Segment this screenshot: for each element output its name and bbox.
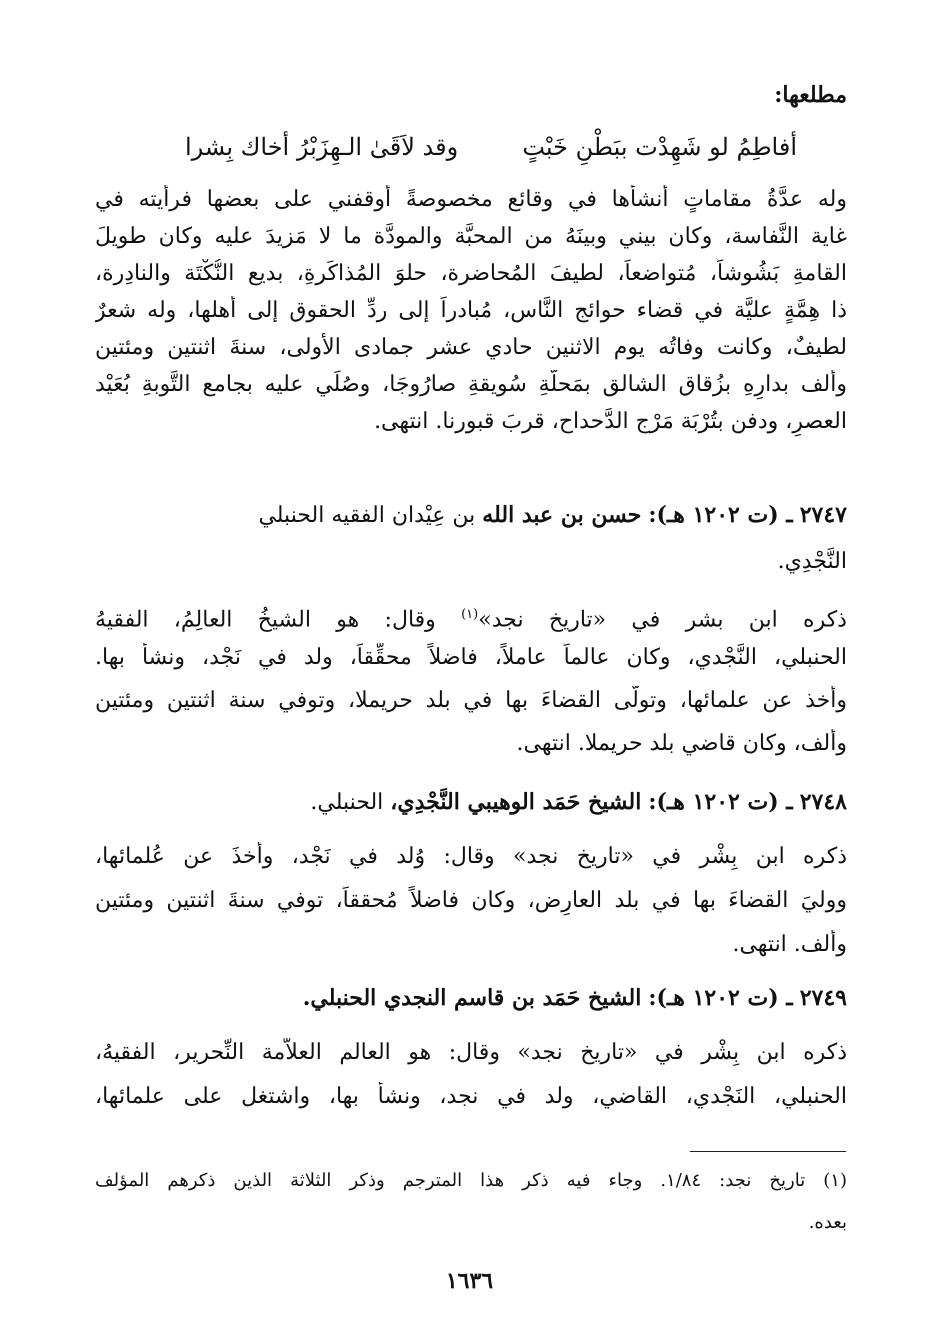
text-line: وأخذ عن علمائها، وتولَّى القضاءَ بها في بلد حريملا، وتوفي سنة اثنتين ومئتين: [95, 688, 847, 713]
text-line: وله عدَّةُ مقاماتٍ أنشأها في وقائع مخصوصةً أوقفني على بعضها فرأيته في: [95, 187, 847, 212]
text-line: العصرِ، ودفن بتُرْبَة مَرْج الدَّحداح، قربَ قبورنا. انتهى.: [374, 409, 847, 434]
footnote-divider: [690, 1151, 846, 1152]
text-line: القامةِ بَشُوشاً، مُتواضعاً، لطيفَ المُحاضرة، حلوَ المُذاكَرةِ، بديع النُّكْتَة والنادِرة،: [95, 261, 847, 286]
text-line: وألف، وكان قاضي بلد حريملا. انتهى.: [516, 731, 847, 756]
text-line: لطيفٌ، وكانت وفاتُه يوم الاثنين حادي عشر جمادى الأولى، سنةَ اثنتين ومئتين: [95, 335, 847, 360]
entry-number: ٢٧٤٧: [799, 502, 847, 528]
text-line: غاية النَّفاسة، وكان بيني وبينَهُ من المحبَّة والمودَّة ما لا مَزيدَ عليه وكان طويلَ: [95, 224, 847, 249]
entry-name: الشيخ حَمَد بن قاسم النجدي الحنبلي.: [302, 985, 642, 1011]
poem-verse: [95, 130, 847, 164]
text-line: ذكره ابن بشر في «تاريخ نجد»$^{(١)}$ وقال: هو الشيخُ العالِمُ، الفقيهُ: [95, 607, 847, 633]
footnote-line: بعده.: [808, 1212, 847, 1233]
text-line: وألف بدارِهِ بزُقاق الشالق بمَحلَّةِ سُويقةِ صارُوجَا، وصُلِّي عليه بجامع التَّوبةِ بُعَيْد: [95, 372, 847, 397]
entry-date: (ت ١٢٠٢ هـ):: [648, 502, 779, 528]
text-line: الحنبلي، النَجْدي، القاضي، ولد في نجد، ونشأ بها، واشتغل على علمائها،: [95, 1084, 847, 1109]
text-line: الحنبلي، النَّجْدي، وكان عالماً عاملاً، فاضلاً محقِّقاً، ولد في نَجْد، ونشأ بها.: [95, 645, 847, 670]
entry-heading-2748: ٢٧٤٨ ـ (ت ١٢٠٢ هـ): الشيخ حَمَد الوهيبي النَّجْدِي، الحنبلي.: [310, 789, 847, 815]
entry-date: (ت ١٢٠٢ هـ):: [648, 789, 779, 815]
entry-name-continued: النَّجْدِي.: [777, 549, 847, 574]
text-line: ذكره ابن بِشْر في «تاريخ نجد» وقال: هو العالم العلاَّمة النِّحرير، الفقيهُ،: [95, 1040, 847, 1065]
text-line: ذكره ابن بِشْر في «تاريخ نجد» وقال: وُلد في نَجْد، وأخذَ عن عُلمائها،: [95, 844, 847, 869]
intro-label: مطلعها:: [774, 82, 847, 108]
entry-name-rest: الحنبلي.: [310, 790, 384, 815]
footnote-line: (١) تاريخ نجد: ١/٨٤. وجاء فيه ذكر هذا المترجم وذكر الثلاثة الذين ذكرهم المؤلف: [95, 1170, 847, 1191]
entry-name: حسن بن عبد الله: [482, 502, 642, 528]
entry-number: ٢٧٤٨: [799, 789, 847, 815]
verse-second-hemistich: وقد لاَقَىٰ الـهِزَبْرُ أخاك بِشرا: [185, 133, 459, 161]
entry-heading-2749: ٢٧٤٩ ـ (ت ١٢٠٢ هـ): الشيخ حَمَد بن قاسم النجدي الحنبلي.: [302, 985, 847, 1011]
page-number: ١٦٣٦: [445, 1268, 494, 1294]
entry-heading-2747: ٢٧٤٧ ـ (ت ١٢٠٢ هـ): حسن بن عبد الله بن عِيْدان الفقيه الحنبلي: [258, 502, 847, 528]
verse-first-hemistich: أفاطِمُ لو شَهِدْت ببَطْنِ خَبْتٍ: [522, 133, 797, 161]
text-line: ووليَ القضاءَ بها في بلد العارِض، وكان فاضلاً مُحققاً، توفي سنةَ اثنتين ومئتين: [95, 888, 847, 913]
entry-number: ٢٧٤٩: [799, 985, 847, 1011]
entry-name-rest: بن عِيْدان الفقيه الحنبلي: [258, 503, 476, 528]
footnote-ref[interactable]: (١): [461, 607, 479, 622]
entry-date: (ت ١٢٠٢ هـ):: [648, 985, 779, 1011]
text-line: وألف. انتهى.: [732, 932, 847, 957]
text-line: ذا هِمَّةٍ عليَّة في قضاء حوائج النَّاس، مُبادراً إلى ردِّ الحقوق إلى أهلها، وله شعرٌ: [95, 298, 847, 323]
entry-name: الشيخ حَمَد الوهيبي النَّجْدِي،: [390, 789, 642, 815]
